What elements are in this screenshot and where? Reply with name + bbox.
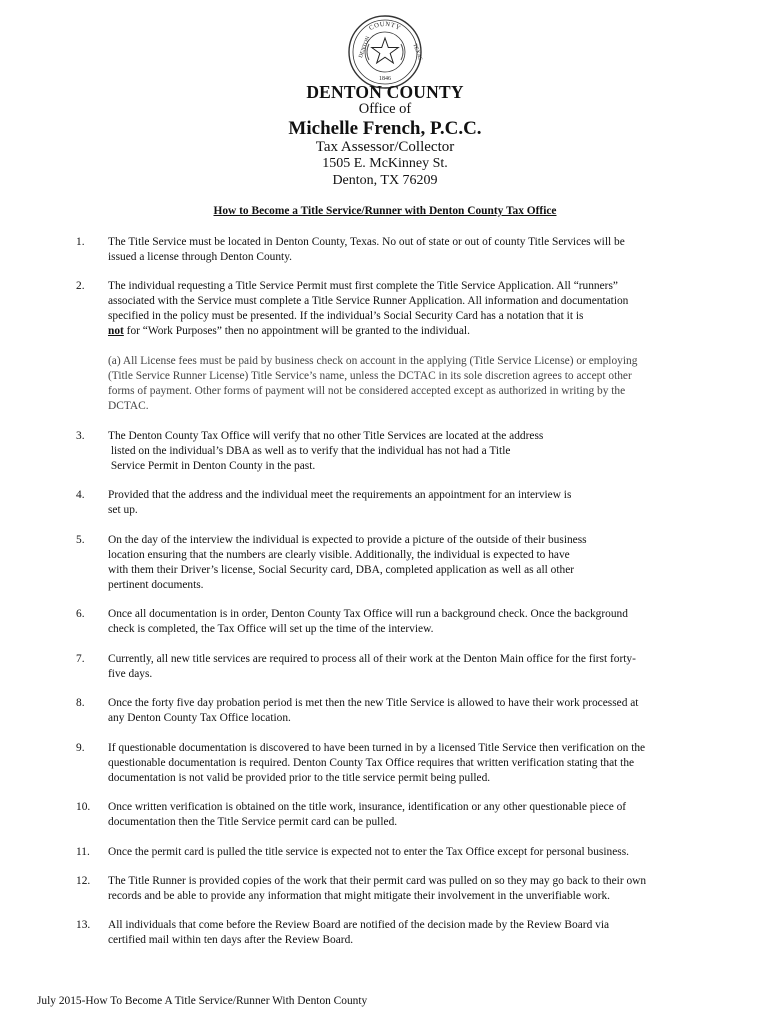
list-item bbox=[108, 279, 708, 339]
list-item-line: records and be able to provide any information that might mitigate their involvement in the unverifiable work. bbox=[108, 890, 610, 902]
document-title: How to Become a Title Service/Runner with Denton County Tax Office bbox=[213, 205, 557, 217]
list-item-line: The Title Runner is provided copies of the work that their permit card was pulled on so they may go back to their own bbox=[108, 875, 647, 887]
list-item bbox=[108, 874, 708, 904]
list-item bbox=[108, 488, 708, 518]
list-item-line-rest: for “Work Purposes” then no appointment will be granted to the individual. bbox=[123, 325, 470, 337]
list-item-line: The Title Service must be located in Denton County, Texas. No out of state or out of county Title Services will be bbox=[108, 236, 625, 248]
note-line: (a) All License fees must be paid by business check on account in the applying (Title Service License) or employing bbox=[108, 355, 638, 367]
list-item-line: All individuals that come before the Review Board are notified of the decision made by the Review Board via bbox=[108, 919, 610, 931]
official-role: Tax Assessor/Collector bbox=[315, 139, 455, 155]
list-item-line bbox=[108, 324, 708, 339]
note-line: forms of payment. Other forms of payment will not be considered accepted except as authorized in writing by the bbox=[108, 385, 626, 397]
office-of-label: Office of bbox=[358, 101, 412, 117]
list-item-line: specified in the policy must be presented. If the individual’s Social Security Card has a notation that it is bbox=[108, 310, 584, 322]
page-footer: July 2015-How To Become A Title Service/Runner With Denton County bbox=[37, 995, 368, 1007]
list-item bbox=[108, 845, 708, 860]
official-name: Michelle French, P.C.C. bbox=[288, 118, 482, 139]
list-item-line: Currently, all new title services are required to process all of their work at the Denton Main office for the first forty- bbox=[108, 653, 636, 665]
list-item-number: 9. bbox=[76, 742, 85, 754]
emphasis-not: not bbox=[108, 325, 124, 337]
list-item-line: certified mail within ten days after the Review Board. bbox=[108, 934, 354, 946]
list-item-line: location ensuring that the numbers are clearly visible. Additionally, the individual is expected to have bbox=[108, 549, 570, 561]
list-item bbox=[108, 652, 708, 682]
list-item-line: Once the forty five day probation period is met then the new Title Service is allowed to have their work processed at bbox=[108, 697, 639, 709]
list-item-line: pertinent documents. bbox=[108, 579, 204, 591]
list-item-line: five days. bbox=[108, 668, 153, 680]
list-item-line: The individual requesting a Title Service Permit must first complete the Title Service Application. All “runners” bbox=[108, 280, 618, 292]
list-item-number: 5. bbox=[76, 534, 85, 546]
list-item-number: 2. bbox=[76, 280, 85, 292]
list-item-line: Once all documentation is in order, Denton County Tax Office will run a background check. Once the background bbox=[108, 608, 628, 620]
list-item bbox=[108, 607, 708, 637]
county-seal-icon bbox=[347, 14, 423, 90]
list-item-line: On the day of the interview the individual is expected to provide a picture of the outside of their business bbox=[108, 534, 587, 546]
note-line: DCTAC. bbox=[108, 400, 149, 412]
fee-note bbox=[108, 354, 708, 414]
list-item-line: questionable documentation is required. Denton County Tax Office requires that written verification stating that the bbox=[108, 757, 635, 769]
list-item-line: set up. bbox=[108, 504, 138, 516]
list-item-number: 1. bbox=[76, 236, 85, 248]
list-item bbox=[108, 533, 708, 593]
list-item bbox=[108, 429, 708, 474]
list-item-number: 7. bbox=[76, 653, 85, 665]
list-item-number: 12. bbox=[76, 875, 91, 887]
list-item-line: Provided that the address and the individual meet the requirements an appointment for an interview is bbox=[108, 489, 572, 501]
list-item-number: 8. bbox=[76, 697, 85, 709]
list-item-line: issued a license through Denton County. bbox=[108, 251, 293, 263]
list-item-line: Service Permit in Denton County in the past. bbox=[108, 460, 316, 472]
list-item-number: 13. bbox=[76, 919, 91, 931]
list-item-line: listed on the individual’s DBA as well as to verify that the individual has not had a Title bbox=[108, 445, 511, 457]
list-item bbox=[108, 696, 708, 726]
list-item bbox=[108, 741, 708, 786]
seal-top-text: COUNTY bbox=[368, 20, 402, 33]
list-item-number: 3. bbox=[76, 430, 85, 442]
address-line-2: Denton, TX 76209 bbox=[332, 173, 438, 188]
list-item-line: documentation is not valid be provided prior to the title service permit being pulled. bbox=[108, 772, 491, 784]
seal-left-text: DENTON bbox=[357, 35, 372, 59]
list-item-line: The Denton County Tax Office will verify that no other Title Services are located at the address bbox=[108, 430, 544, 442]
list-item-line: If questionable documentation is discovered to have been turned in by a licensed Title Service then verification on the bbox=[108, 742, 646, 754]
list-item-line: with them their Driver’s license, Social Security card, DBA, completed application as well as all other bbox=[108, 564, 575, 576]
note-line: (Title Service Runner License) Title Service’s name, unless the DCTAC in its sole discretion agrees to accept other bbox=[108, 370, 632, 382]
list-item-line: Once written verification is obtained on the title work, insurance, identification or any other questionable piece of bbox=[108, 801, 627, 813]
seal-year: 1846 bbox=[379, 76, 391, 82]
address-line-1: 1505 E. McKinney St. bbox=[322, 156, 448, 171]
list-item-number: 6. bbox=[76, 608, 85, 620]
list-item-line: Once the permit card is pulled the title service is expected not to enter the Tax Office except for personal business. bbox=[108, 846, 629, 858]
county-name: DENTON COUNTY bbox=[306, 82, 464, 102]
list-item bbox=[108, 800, 708, 830]
list-item-line: documentation then the Title Service permit card can be pulled. bbox=[108, 816, 398, 828]
list-item bbox=[108, 918, 708, 948]
list-item-number: 11. bbox=[76, 846, 90, 858]
list-item-line: check is completed, the Tax Office will set up the time of the interview. bbox=[108, 623, 434, 635]
list-item bbox=[108, 235, 708, 265]
list-item-line: associated with the Service must complete a Title Service Runner Application. All information and documentation bbox=[108, 295, 629, 307]
list-item-number: 10. bbox=[76, 801, 91, 813]
seal-right-text: TEXAS bbox=[411, 42, 423, 62]
list-item-number: 4. bbox=[76, 489, 85, 501]
list-item-line: any Denton County Tax Office location. bbox=[108, 712, 291, 724]
